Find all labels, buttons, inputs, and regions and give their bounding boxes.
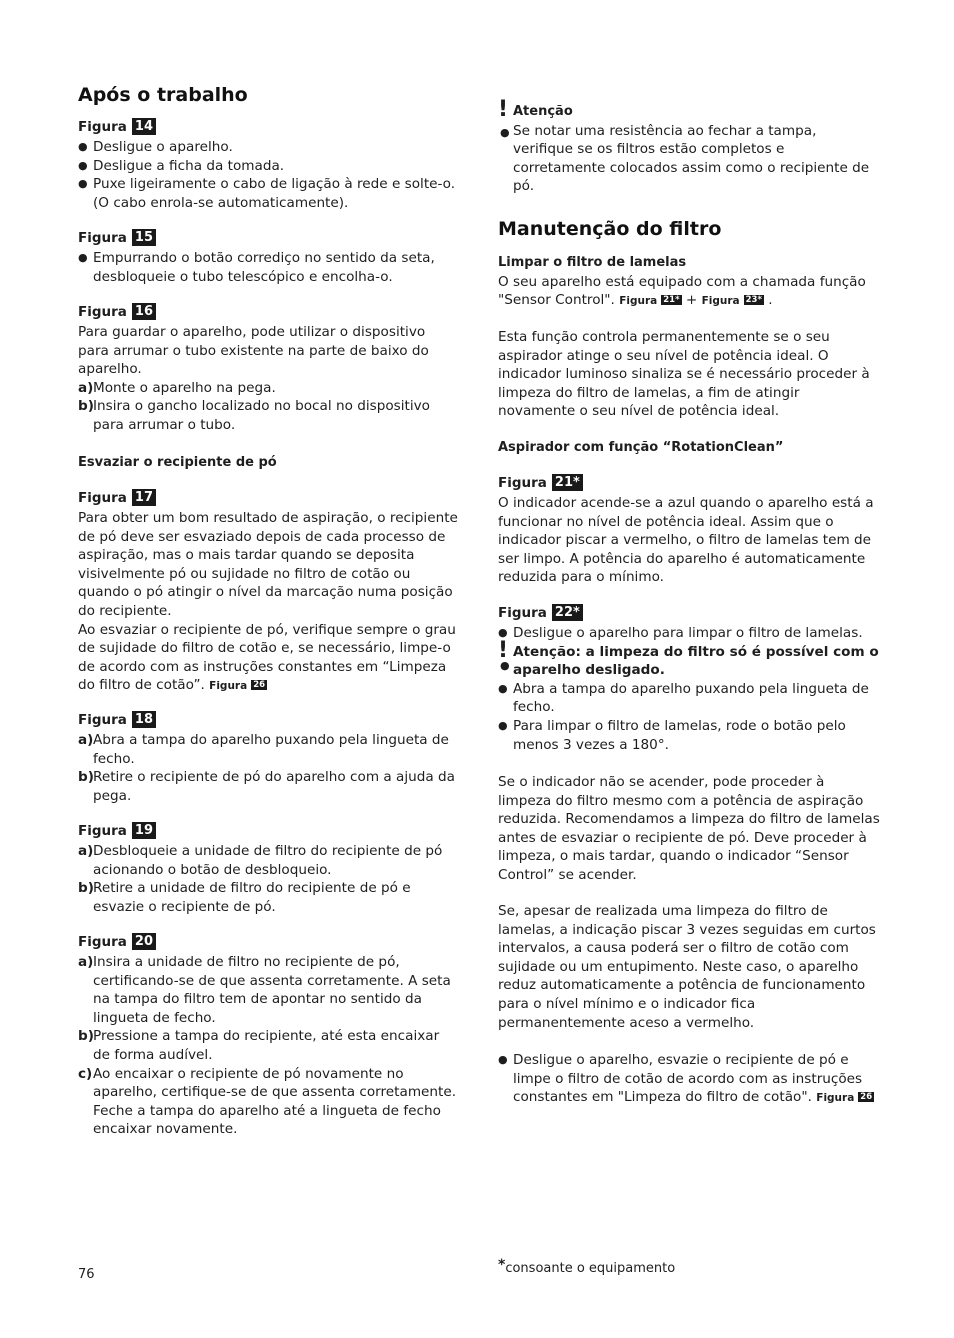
figure-number-badge: 15 (132, 229, 156, 246)
list-item: b) Retire a unidade de filtro do recipiente de pó e esvazie o recipiente de pó. (78, 880, 411, 915)
list-item: ● Empurrando o botão corrediço no sentido da seta, desbloqueie o tubo telescópico e encolha-o. (78, 249, 458, 286)
figure-17-block (78, 489, 458, 696)
figure-number-badge: 16 (132, 303, 156, 320)
list-item: a) Desbloqueie a unidade de filtro do recipiente de pó acionando o botão de desbloqueio. (78, 843, 443, 878)
paragraph: Para guardar o aparelho, pode utilizar o dispositivo para arrumar o tubo existente na parte de baixo do aparelho. (78, 324, 429, 378)
bullet-dot-icon: ● (500, 126, 510, 139)
list-item: ● Desligue o aparelho, esvazie o recipiente de pó e limpe o filtro de cotão de acordo com as instruções constantes em "Limpeza do filtro de cotão". Figura 26 (498, 1051, 880, 1108)
figure-15-block (78, 229, 458, 286)
figure-reference-badge: 26 (860, 1092, 873, 1103)
section-title-filter-maintenance: Manutenção do filtro (498, 218, 722, 240)
lamella-block (498, 254, 880, 311)
figure-label: Figura 19 (78, 822, 458, 840)
list-item: a) Abra a tampa do aparelho puxando pela lingueta de fecho. (78, 732, 449, 767)
figure-label: Figura 18 (78, 711, 458, 729)
paragraph: Se o indicador não se acender, pode proceder à limpeza do filtro mesmo com a potência de aspiração reduzida. Recomendamos a limpeza do filtro de lamelas antes de esvaziar o recipiente de pó. Deve proceder à limpeza, o mais tardar, quando o indicador “Sensor Control” se acender. (498, 774, 880, 883)
bullet-dot-icon: ● (500, 658, 510, 672)
subheading-rotationclean: Aspirador com função “RotationClean” (498, 440, 784, 455)
list-item: a) Monte o aparelho na pega. (78, 379, 276, 396)
list-item: ● Para limpar o filtro de lamelas, rode o botão pelo menos 3 vezes a 180°. (498, 717, 880, 754)
attention-box (498, 97, 880, 196)
figure-14-block (78, 118, 458, 212)
section-title-after-work: Após o trabalho (78, 84, 248, 106)
figure-label: Figura 17 (78, 489, 458, 507)
figure-20-block (78, 933, 458, 1139)
attention-title: Atenção (513, 104, 573, 119)
attention-text: Se notar uma resistência ao fechar a tampa, verifique se os filtros estão completos e corretamente colocados assim como o recipiente de pó. (513, 122, 870, 195)
figure-reference-badge: 26 (253, 680, 266, 691)
list-item: ● Desligue o aparelho para limpar o filtro de lamelas. (498, 624, 880, 643)
paragraph: Esta função controla permanentemente se o seu aspirador atinge o seu nível de potência ideal. O indicador luminoso sinaliza se é necessário proceder à limpeza do filtro de lamelas, a fim de atingir novamente o seu nível de potência ideal. (498, 329, 870, 420)
figure-number-badge: 17 (132, 489, 156, 506)
list-item: b) Insira o gancho localizado no bocal no dispositivo para arrumar o tubo. (78, 398, 430, 433)
figure-16-block (78, 303, 458, 435)
figure-number-badge: 18 (132, 711, 156, 728)
figure-reference-badge: 23* (745, 295, 762, 306)
inline-warning: ! ● Atenção: a limpeza do filtro só é possível com o aparelho desligado. (498, 637, 879, 679)
warning-exclamation-icon: ! (498, 637, 509, 663)
figure-number-badge: 14 (132, 118, 156, 135)
figure-label: Figura 22* (498, 604, 880, 622)
list-item: b) Pressione a tampa do recipiente, até esta encaixar de forma audível. (78, 1028, 440, 1063)
figure-21-block (498, 474, 880, 587)
figure-number-badge: 21* (552, 474, 583, 491)
list-item: ● Desligue a ficha da tomada. (78, 157, 458, 176)
figure-reference-badge: 21* (663, 295, 680, 306)
list-item: a) Insira a unidade de filtro no recipiente de pó, certificando-se de que assenta corretamente. A seta na tampa do filtro tem de apontar no sentido da lingueta de fecho. (78, 954, 451, 1026)
list-item: ● Desligue o aparelho. (78, 138, 458, 157)
list-item: ● Abra a tampa do aparelho puxando pela lingueta de fecho. (498, 680, 880, 717)
figure-label: Figura 21* (498, 474, 880, 492)
figure-22-block (498, 604, 880, 754)
list-item: ● Puxe ligeiramente o cabo de ligação à rede e solte-o. (O cabo enrola-se automaticamente). (78, 175, 458, 212)
subheading-empty-container: Esvaziar o recipiente de pó (78, 455, 277, 470)
paragraph: Se, apesar de realizada uma limpeza do filtro de lamelas, a indicação piscar 3 vezes seguidas em curtos intervalos, a causa poderá ser o filtro de cotão com sujidade ou um entupimento. Neste caso, o aparelho reduz automaticamente a potência de funcionamento para o nível mínimo e o indicador fica permanentemente aceso a vermelho. (498, 903, 876, 1031)
figure-label: Figura 16 (78, 303, 458, 321)
list-item: b) Retire o recipiente de pó do aparelho com a ajuda da pega. (78, 769, 456, 804)
list-item: c) Ao encaixar o recipiente de pó novamente no aparelho, certifique-se de que assenta corretamente. Feche a tampa do aparelho até a lingueta de fecho encaixar novamente. (78, 1065, 457, 1138)
figure-18-block (78, 711, 458, 805)
figure-label: Figura 15 (78, 229, 458, 247)
paragraph: Para obter um bom resultado de aspiração, o recipiente de pó deve ser esvaziado depois de cada processo de aspiração, mas o mais tardar quando se deposita visivelmente pó ou sujidade no filtro de cotão ou quando o pó atingir o nível da marcação numa posição do recipiente. (78, 510, 458, 619)
figure-number-badge: 22* (552, 604, 583, 621)
paragraph: Ao esvaziar o recipiente de pó, verifique sempre o grau de sujidade do filtro de cotão e, se necessário, limpe-o de acordo com as instruções constantes em “Limpeza do filtro de cotão”. Figura 26 (78, 621, 456, 694)
warning-exclamation-icon: ! (498, 97, 509, 122)
footnote: *consoante o equipamento (498, 1257, 676, 1276)
figure-label: Figura 20 (78, 933, 458, 951)
figure-label: Figura 14 (78, 118, 458, 136)
figure-number-badge: 19 (132, 822, 156, 839)
paragraph: O seu aparelho está equipado com a chamada função "Sensor Control". Figura 21* + Figura 23* . (498, 273, 866, 309)
figure-19-block (78, 822, 458, 916)
figure-number-badge: 20 (132, 933, 156, 950)
page-number: 76 (78, 1267, 95, 1282)
subheading-lamella: Limpar o filtro de lamelas (498, 255, 687, 270)
right-column (498, 0, 880, 1106)
paragraph: O indicador acende-se a azul quando o aparelho está a funcionar no nível de potência ideal. Assim que o indicador piscar a vermelho, o filtro de lamelas tem de ser limpo. A potência do aparelho é automaticamente reduzida para o mínimo. (498, 495, 874, 586)
